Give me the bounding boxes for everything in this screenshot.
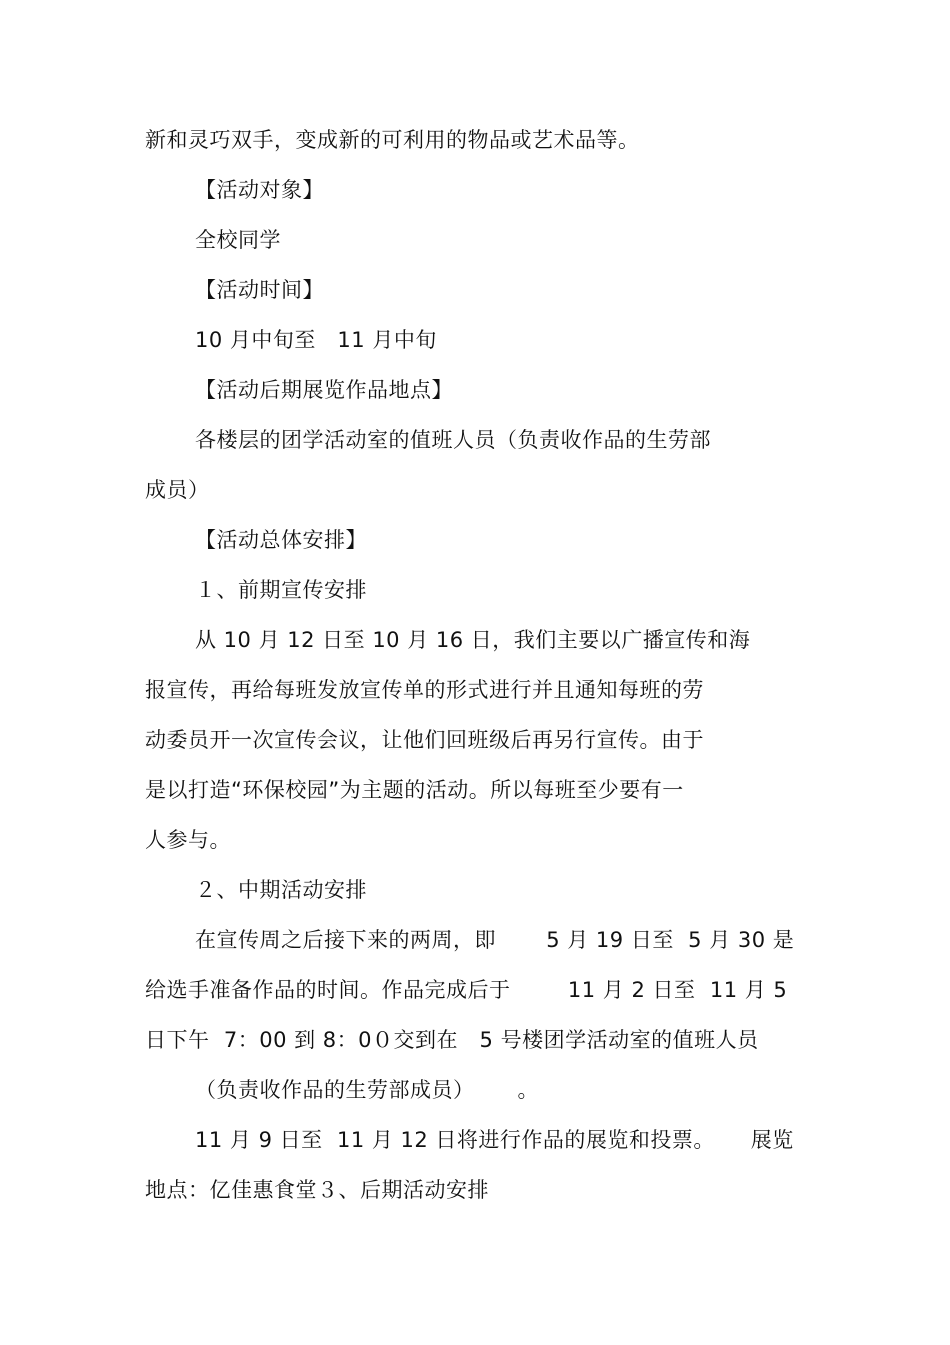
paragraph-line: 从 10 月 12 日至 10 月 16 日，我们主要以广播宣传和海 xyxy=(195,628,751,652)
paragraph-line: 日下午 7：00 到 8：0０交到在 5 号楼团学活动室的值班人员 xyxy=(145,1028,759,1052)
section-heading-target: 【活动对象】 xyxy=(195,178,324,202)
paragraph-line: 人参与。 xyxy=(145,828,231,852)
section-heading-time: 【活动时间】 xyxy=(195,278,324,302)
section-heading-location: 【活动后期展览作品地点】 xyxy=(195,378,453,402)
paragraph-line: 成员） xyxy=(145,478,210,502)
paragraph-line: 各楼层的团学活动室的值班人员（负责收作品的生劳部 xyxy=(195,428,711,452)
paragraph-line: 是以打造“环保校园”为主题的活动。所以每班至少要有一 xyxy=(145,778,684,802)
paragraph-line: 10 月中旬至 11 月中旬 xyxy=(195,328,437,352)
paragraph-line: 全校同学 xyxy=(195,228,281,252)
paragraph-line: 新和灵巧双手，变成新的可利用的物品或艺术品等。 xyxy=(145,128,640,152)
section-heading-arrangement: 【活动总体安排】 xyxy=(195,528,367,552)
paragraph-line: 报宣传，再给每班发放宣传单的形式进行并且通知每班的劳 xyxy=(145,678,704,702)
paragraph-line: （负责收作品的生劳部成员） 。 xyxy=(195,1078,540,1102)
paragraph-line: 给选手准备作品的时间。作品完成后于 11 月 2 日至 11 月 5 xyxy=(145,978,788,1002)
paragraph-line: 在宣传周之后接下来的两周，即 5 月 19 日至 5 月 30 是 xyxy=(195,928,795,952)
subsection-heading: ２、中期活动安排 xyxy=(195,878,367,902)
paragraph-line: 地点：亿佳惠食堂３、后期活动安排 xyxy=(145,1178,489,1202)
paragraph-line: 动委员开一次宣传会议，让他们回班级后再另行宣传。由于 xyxy=(145,728,704,752)
paragraph-line: 11 月 9 日至 11 月 12 日将进行作品的展览和投票。 展览 xyxy=(195,1128,794,1152)
subsection-heading: １、前期宣传安排 xyxy=(195,578,367,602)
